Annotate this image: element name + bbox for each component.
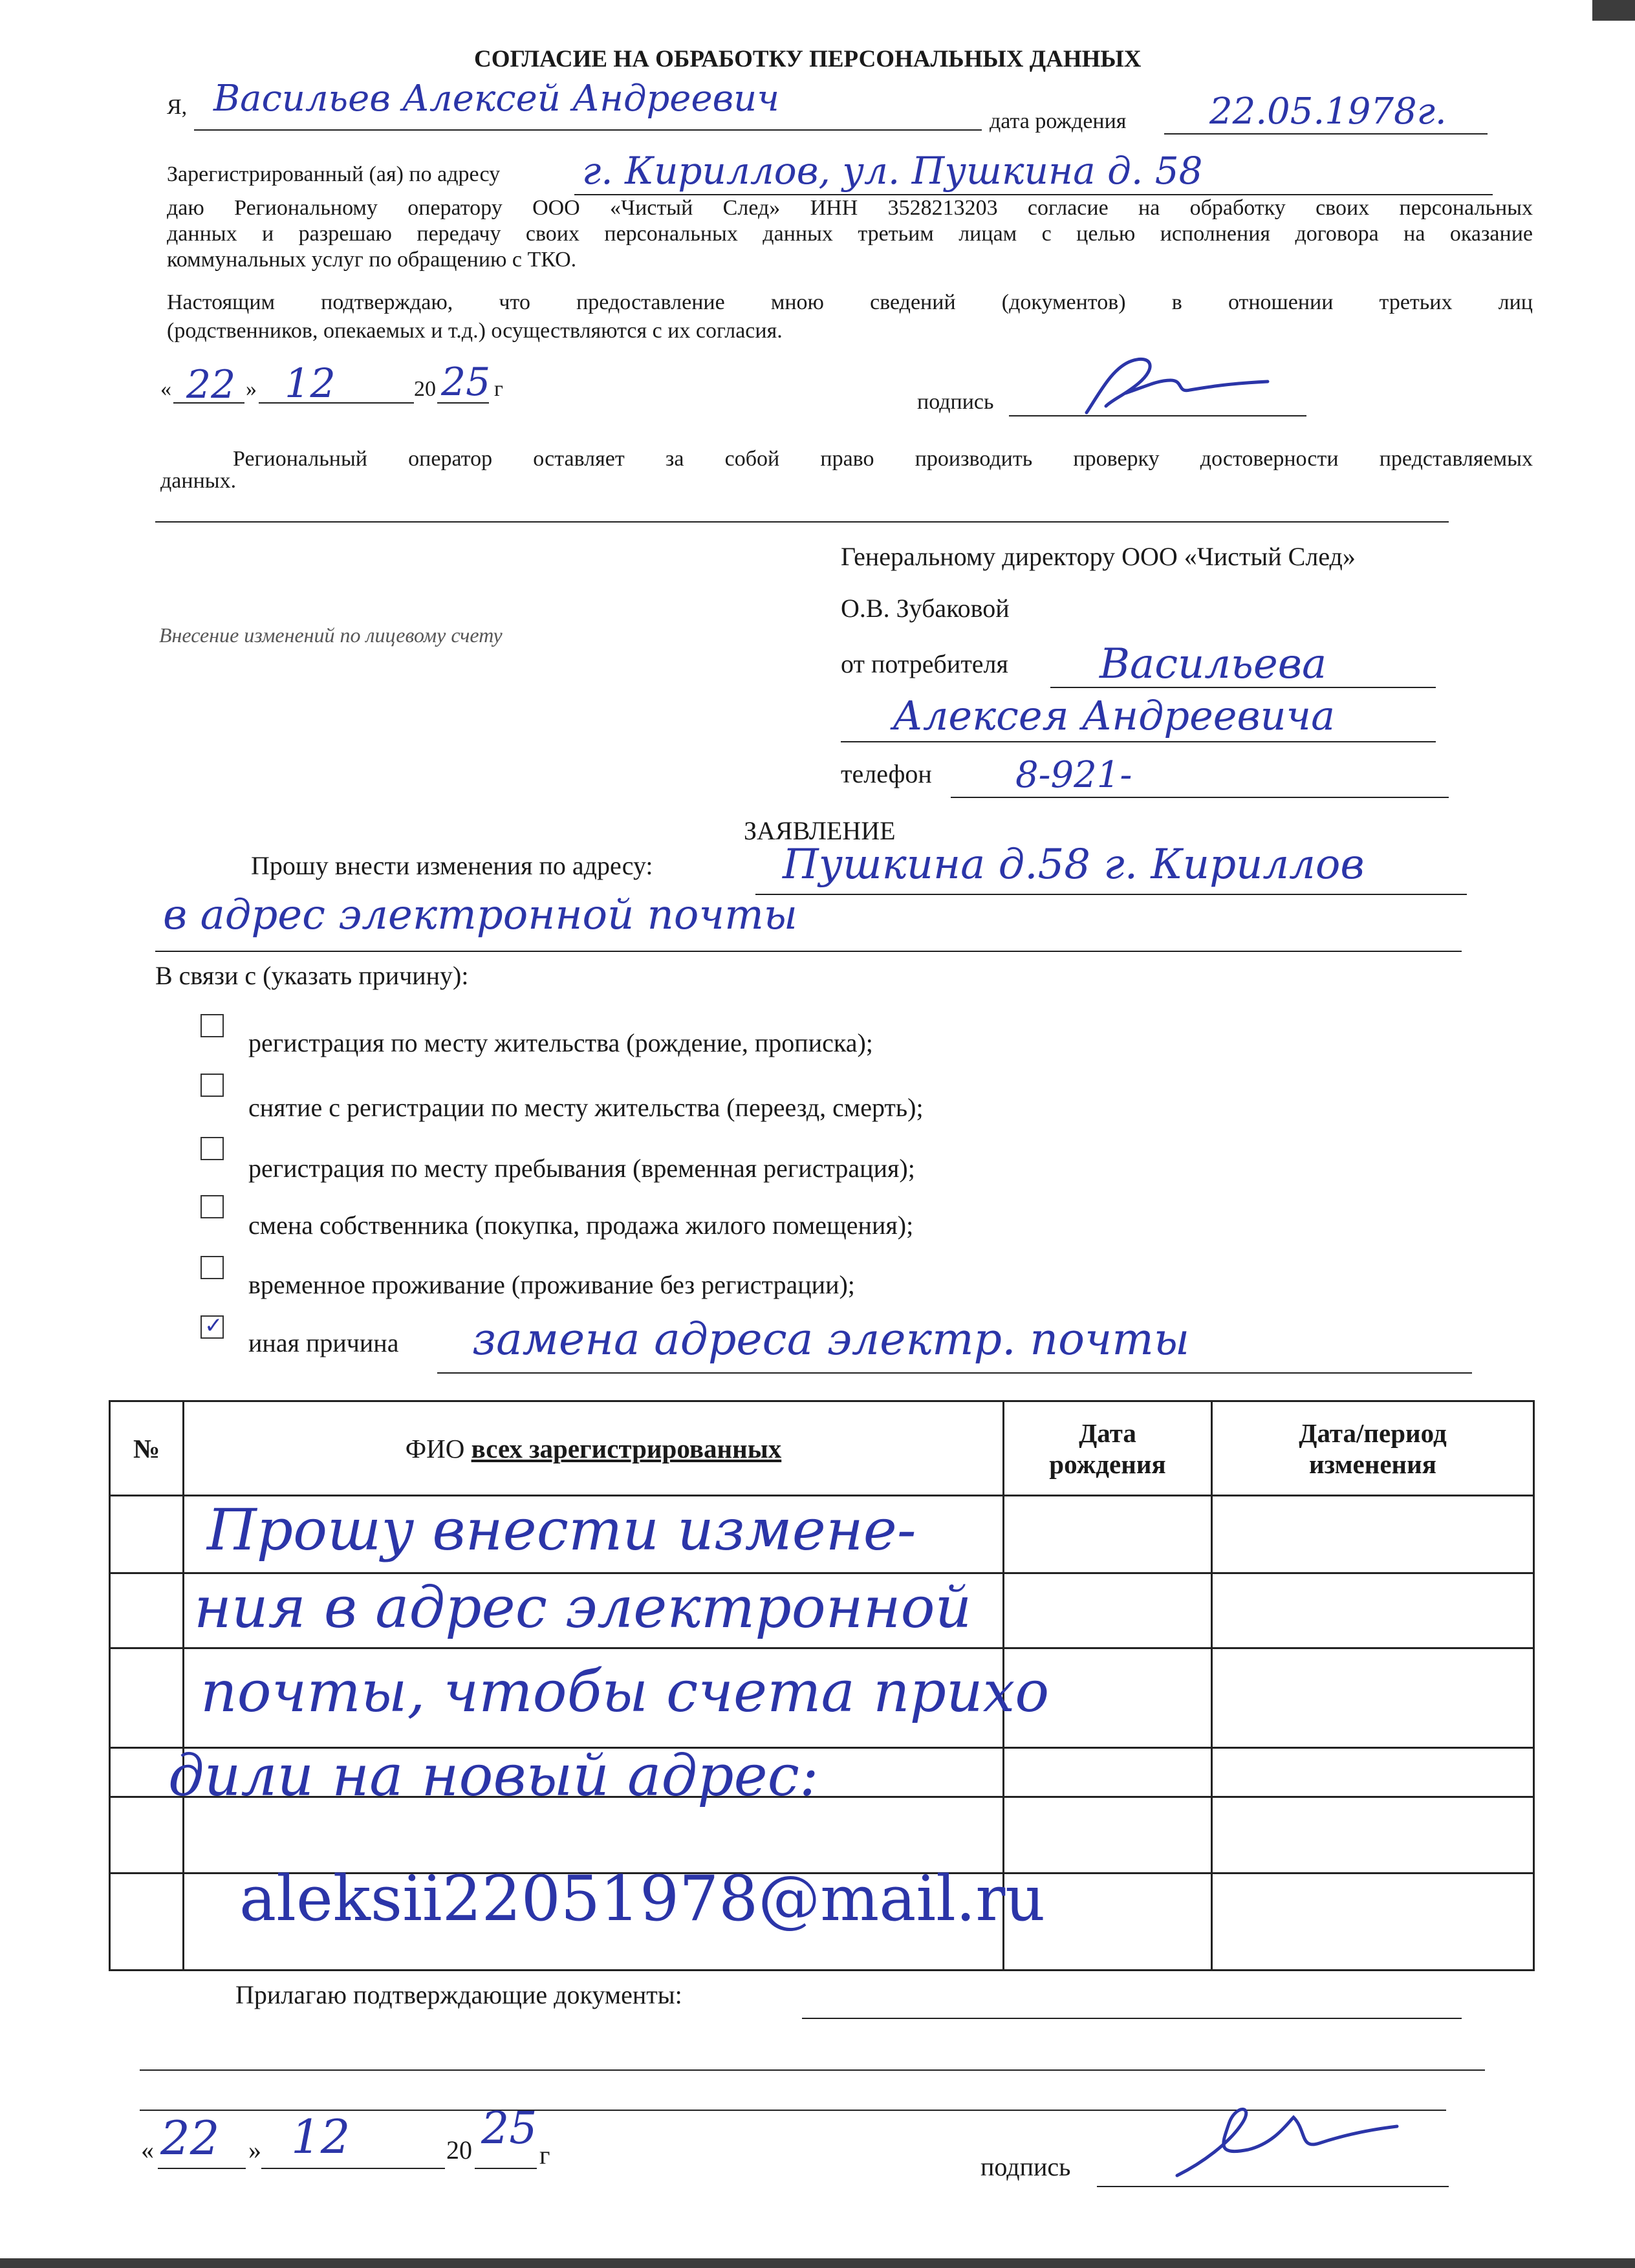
option-temp-registration: регистрация по месту пребывания (временная регистрация); [248,1154,915,1183]
table-handwritten-line-4: дили на новый адрес: [168,1742,819,1809]
option-owner-change: смена собственника (покупка, продажа жилого помещения); [248,1211,914,1240]
consent-signature [1061,354,1281,426]
request-line-1 [755,894,1467,895]
footer-date-year-prefix: 20 [446,2135,472,2165]
left-note: Внесение изменений по лицевому счету [159,623,503,647]
name-line [194,129,982,131]
footer-date-suffix: г [539,2141,550,2170]
col-birth-label-1: Дата [1079,1418,1136,1448]
checkbox-temp-registration[interactable] [200,1137,224,1160]
consent-date-suffix: г [494,377,503,401]
reason-label: В связи с (указать причину): [155,961,469,990]
ya-label: Я, [167,95,188,119]
check-mark-icon: ✓ [204,1313,223,1339]
consent-line-2: данных и разрешаю передачу своих персональных данных третьим лицам с целью исполнения договора на оказание [167,222,1533,246]
col-period-label-2: изменения [1309,1449,1436,1479]
footer-date-mid: » [248,2135,261,2165]
footer-month-line [261,2168,445,2169]
footer-signature [1158,2079,1403,2182]
col-number-label: № [133,1433,160,1463]
footer-date-open: « [141,2135,154,2165]
consent-date-year: 25 [441,360,491,405]
col-period-label-1: Дата/период [1299,1418,1447,1448]
checkbox-registration[interactable] [200,1014,224,1037]
footer-year-line [475,2168,537,2169]
operator-line-2: данных. [160,469,237,493]
consent-title: СОГЛАСИЕ НА ОБРАБОТКУ ПЕРСОНАЛЬНЫХ ДАННЫХ [474,46,1142,72]
col-name-underlined: всех зарегистрированных [471,1433,782,1463]
from-handwritten-2: Алексея Андреевича [893,692,1336,739]
option-other: иная причина [248,1328,399,1357]
checkbox-owner-change[interactable] [200,1195,224,1218]
attach-label: Прилагаю подтверждающие документы: [235,1980,682,2009]
col-birth-label-2: рождения [1049,1449,1166,1479]
operator-line-1: Региональный оператор оставляет за собой право производить проверку достоверности представляемых [233,447,1533,471]
option-deregistration: снятие с регистрации по месту жительства (переезд, смерть); [248,1093,924,1122]
consent-month-line [259,402,414,404]
other-handwritten: замена адреса электр. почты [472,1314,1190,1365]
option-temp-residence: временное проживание (проживание без регистрации); [248,1270,855,1299]
scan-edge-right [1592,0,1635,21]
consent-divider [155,521,1449,523]
phone-handwritten: 8-921- [1015,754,1132,796]
name-handwritten: Васильев Алексей Андреевич [213,78,780,120]
consent-sign-label: подпись [917,390,994,414]
other-line [437,1372,1472,1374]
birth-line [1164,133,1488,135]
table-handwritten-line-3: почты, чтобы счета прихо [200,1658,1050,1725]
col-number-header [110,1401,184,1496]
col-birth-header [1004,1401,1212,1496]
table-handwritten-line-1: Прошу внести измене- [207,1496,916,1563]
consent-date-month: 12 [285,360,336,407]
checkbox-deregistration[interactable] [200,1074,224,1097]
addressee-line: Генеральному директору ООО «Чистый След» [841,542,1356,571]
footer-sign-label: подпись [980,2152,1071,2181]
request-label: Прошу внести изменения по адресу: [251,851,653,880]
director-name: О.В. Зубаковой [841,594,1010,623]
footer-sign-line [1097,2186,1449,2187]
consent-date-open: « [160,377,171,401]
from-line-2 [841,741,1436,742]
checkbox-other[interactable] [200,1315,224,1339]
scan-edge-bottom [0,2258,1635,2268]
footer-day-line [158,2168,246,2169]
statement-title: ЗАЯВЛЕНИЕ [744,816,896,845]
table-handwritten-email: aleksii22051978@mail.ru [239,1863,1046,1935]
consent-line-3: коммунальных услуг по обращению с ТКО. [167,248,577,272]
consent-date-day: 22 [186,362,236,407]
table-handwritten-line-2: ния в адрес электронной [194,1574,972,1641]
from-handwritten-1: Васильева [1099,640,1327,688]
request-line-2 [155,951,1462,952]
footer-date-day: 22 [160,2111,220,2165]
address-label: Зарегистрированный (ая) по адресу [167,162,501,186]
address-handwritten: г. Кириллов, ул. Пушкина д. 58 [582,149,1203,193]
phone-line [951,797,1449,798]
checkbox-temp-residence[interactable] [200,1256,224,1279]
col-period-header [1212,1401,1534,1496]
consent-line-1: даю Региональному оператору ООО «Чистый След» ИНН 3528213203 согласие на обработку своих персональных [167,196,1533,220]
consent-date-year-prefix: 20 [414,377,436,401]
footer-date-year: 25 [481,2103,537,2154]
birth-label: дата рождения [990,109,1127,133]
option-registration: регистрация по месту жительства (рождение, прописка); [248,1028,873,1057]
col-name-header [184,1401,1004,1496]
footer-date-month: 12 [291,2110,351,2164]
consent-line-4: Настоящим подтверждаю, что предоставление мною сведений (документов) в отношении третьих лиц [167,290,1533,314]
col-name-prefix: ФИО [405,1433,471,1463]
table-header-row [110,1401,1534,1496]
request-handwritten-2: в адрес электронной почты [163,891,797,939]
from-label: от потребителя [841,649,1008,678]
request-handwritten-1: Пушкина д.58 г. Кириллов [783,841,1365,889]
attach-line-1 [802,2018,1462,2019]
phone-label: телефон [841,759,932,788]
attach-line-2 [140,2069,1485,2071]
consent-date-mid: » [246,377,257,401]
birth-handwritten: 22.05.1978г. [1209,91,1447,133]
consent-line-5: (родственников, опекаемых и т.д.) осуществляются с их согласия. [167,319,783,343]
